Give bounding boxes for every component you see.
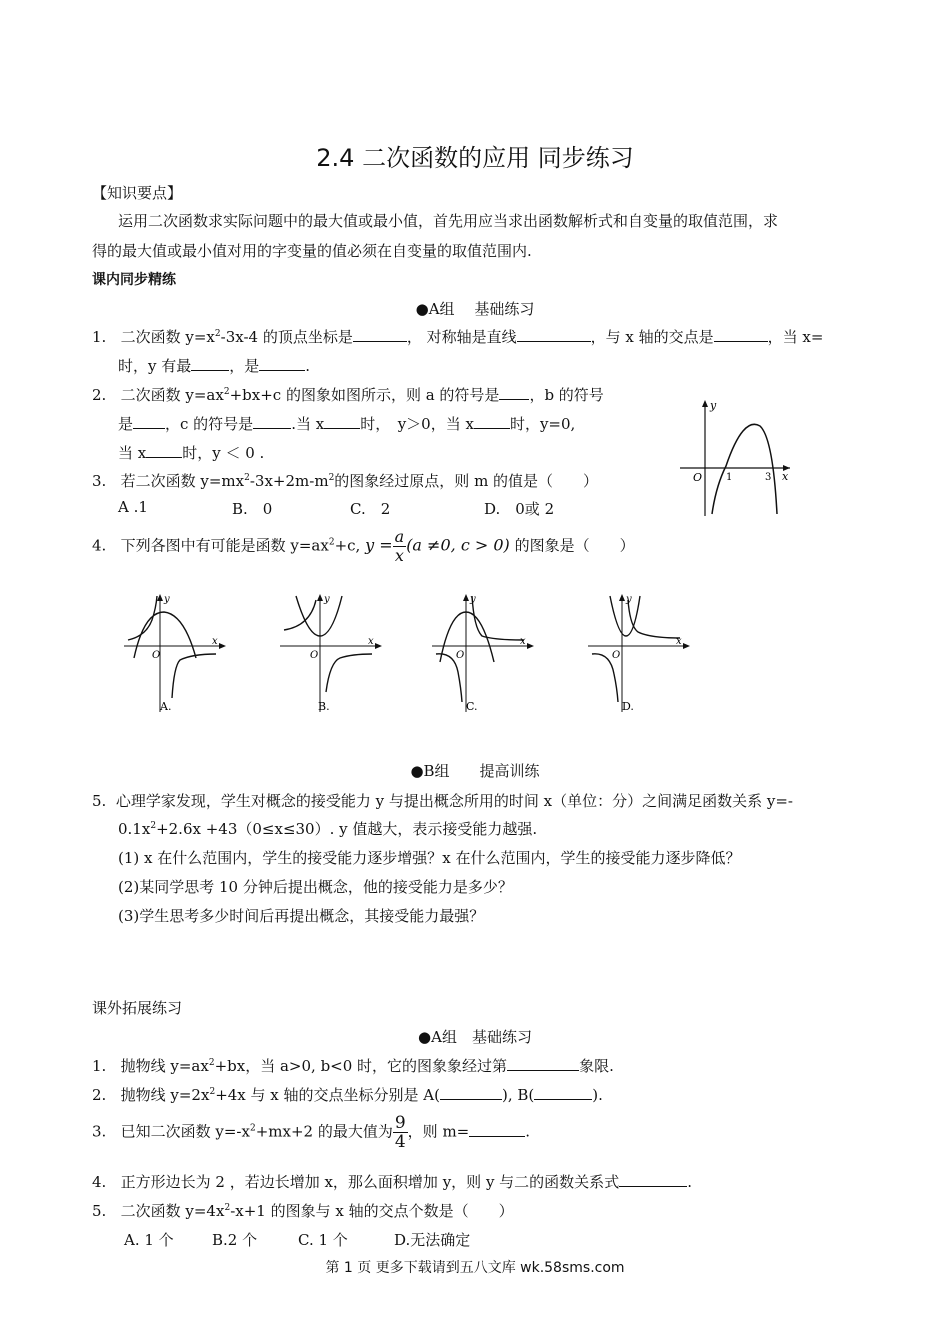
svg-text:O: O	[456, 650, 465, 661]
q4-label-b: B.	[318, 700, 330, 713]
q3-option-c: C. 2	[350, 500, 391, 518]
knowledge-text-1: 运用二次函数求实际问题中的最大值或最小值，首先用应当求出函数解析式和自变量的取值范围，求	[118, 212, 779, 230]
q5-part1: (1) x 在什么范围内，学生的接受能力逐步增强？x 在什么范围内，学生的接受能力逐步降低？	[118, 849, 741, 867]
q5-line2: $0.1x^2+2.6x +43(0\le x\le 30)$. y 值越大，表示接受能力越强.	[118, 820, 538, 838]
q2-line3: 当 x 时，y ＜ 0 .	[118, 444, 265, 462]
section1-heading: 课内同步精练	[92, 272, 176, 288]
svg-text:x: x	[368, 636, 374, 647]
q2-line1: 2. 二次函数 $y=ax^2+bx+c$ 的图象如图所示，则 a 的符号是 ，b 的符号	[92, 386, 604, 404]
svg-text:x: x	[212, 636, 218, 647]
q4-label-a: A.	[160, 700, 172, 713]
s2-q5-option-b: B.2 个	[212, 1231, 258, 1249]
q2-y-label: y	[710, 399, 717, 412]
q5-part2: (2)某同学思考 10 分钟后提出概念，他的接受能力是多少？	[118, 878, 513, 896]
q2-tick-1: 1	[726, 472, 733, 483]
s2-q1: 1. 抛物线 $y=ax^2+bx$，当 a>0, b<0 时，它的图象象经过第 象限.	[92, 1057, 614, 1075]
q3-option-d: D. 0或 2	[484, 500, 555, 518]
q4-graph-c	[428, 592, 538, 716]
page-footer: 第 1 页 更多下载请到五八文库 wk.58sms.com	[325, 1260, 625, 1276]
knowledge-text-2: 得的最大值或最小值对用的字变量的值必须在自变量的取值范围内.	[92, 242, 532, 260]
q4-label-c: C.	[466, 700, 478, 713]
svg-text:y: y	[324, 594, 330, 605]
s2-q5-option-c: C. 1 个	[298, 1231, 348, 1249]
q3-option-a: A .1	[118, 498, 148, 516]
q4-graph-d	[584, 592, 694, 716]
svg-text:O: O	[310, 650, 319, 661]
svg-text:O: O	[612, 650, 621, 661]
q2-tick-3: 3	[765, 472, 772, 483]
q4-graph-a	[120, 592, 230, 716]
svg-text:y: y	[164, 594, 170, 605]
q4-line1: 4. 下列各图中有可能是函数 $y=ax^2+c$, y = $\frac{a}{x}$ (a ≠0, c > 0) 的图象是（ ）	[92, 527, 635, 565]
s2-q5-option-d: D.无法确定	[394, 1231, 471, 1249]
s2-q4: 4. 正方形边长为 2 ，若边长增加 x，那么面积增加 y，则 y 与二的函数关系式 .	[92, 1173, 692, 1191]
svg-text:x: x	[520, 636, 526, 647]
section2-group-a-heading: ●A组 基础练习	[418, 1028, 532, 1046]
s2-q5: 5. 二次函数 $y=4x^2-x+1$ 的图象与 x 轴的交点个数是（ ）	[92, 1202, 514, 1220]
s2-q5-option-a: A. 1 个	[124, 1231, 174, 1249]
q5-line1: 5. 心理学家发现，学生对概念的接受能力 y 与提出概念所用的时间 x（单位：分）之间满足函数关系 y=-	[92, 792, 793, 810]
svg-text:y: y	[626, 594, 632, 605]
q4-label-d: D.	[622, 700, 634, 713]
s2-q2: 2. 抛物线 $y=2x^2+4x$ 与 x 轴的交点坐标分别是 A( ), B( ).	[92, 1086, 603, 1104]
q2-x-label: x	[782, 470, 789, 483]
q2-line2: 是 ，c 的符号是 .当 x 时， y＞0，当 x 时，y=0,	[118, 415, 576, 433]
group-a-heading: ●A组 基础练习	[415, 300, 535, 318]
q3-line1: 3. 若二次函数 $y=mx^2-3x+2m-m^2$的图象经过原点，则 m 的值是（ ）	[92, 472, 599, 490]
page-title: 2.4 二次函数的应用 同步练习	[316, 144, 634, 172]
q2-origin-label: O	[693, 471, 703, 484]
svg-text:y: y	[470, 594, 476, 605]
q4-graph-b	[276, 592, 386, 716]
q2-parabola-graph	[676, 396, 796, 518]
q1-line2: 时，y 有最 ，是 .	[118, 357, 311, 375]
q3-option-b: B. 0	[232, 500, 273, 518]
group-b-heading: ●B组 提高训练	[410, 762, 540, 780]
svg-text:O: O	[152, 650, 161, 661]
svg-text:x: x	[676, 636, 682, 647]
q1-line1: 1. 二次函数 $y=x^2-3x-4$ 的顶点坐标是 ， 对称轴是直线 ，与 x 轴的交点是 ，当 x=	[92, 328, 824, 346]
section2-heading: 课外拓展练习	[92, 999, 183, 1017]
q5-part3: (3)学生思考多少时间后再提出概念，其接受能力最强？	[118, 907, 485, 925]
knowledge-heading: 【知识要点】	[92, 184, 183, 202]
s2-q3: 3. 已知二次函数 $y=-x^2+mx+2$ 的最大值为 $\frac{9}{4}$ ，则 m= .	[92, 1113, 531, 1152]
